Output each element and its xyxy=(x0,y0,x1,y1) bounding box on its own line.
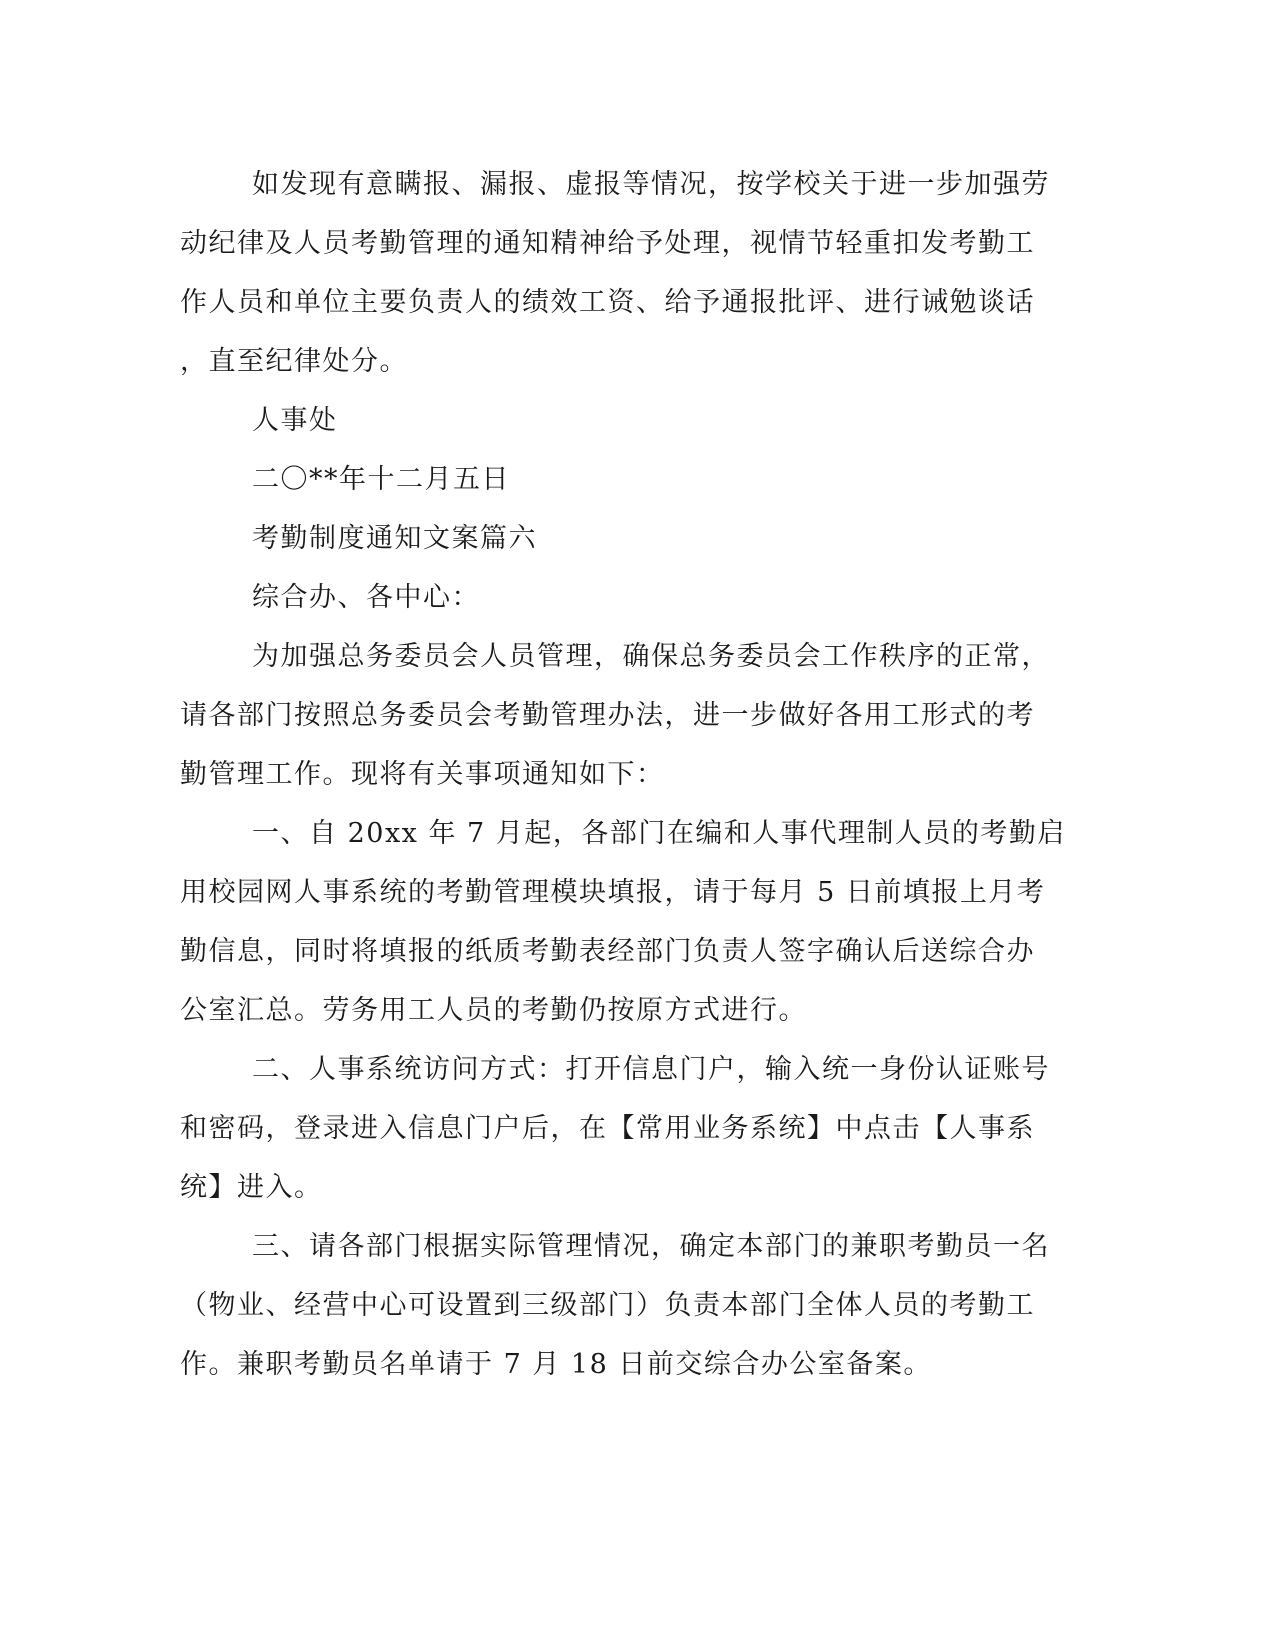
text-line: 如发现有意瞒报、漏报、虚报等情况，按学校关于进一步加强劳 xyxy=(252,169,1050,200)
text-line: （物业、经营中心可设置到三级部门）负责本部门全体人员的考勤工 xyxy=(180,1290,1035,1321)
document-page xyxy=(180,155,1066,1394)
text-line: 二〇**年十二月五日 xyxy=(252,464,510,495)
text-line: 作。兼职考勤员名单请于 7 月 18 日前交综合办公室备案。 xyxy=(180,1349,932,1380)
text-line: 一、自 20xx 年 7 月起，各部门在编和人事代理制人员的考勤启 xyxy=(252,818,1066,849)
text-line: 考勤制度通知文案篇六 xyxy=(252,523,537,554)
text-line: 为加强总务委员会人员管理，确保总务委员会工作秩序的正常， xyxy=(252,641,1050,672)
paragraph-disciplinary-note xyxy=(180,155,1050,391)
paragraph-item-two xyxy=(180,1040,1050,1217)
text-line: 勤管理工作。现将有关事项通知如下： xyxy=(180,759,665,790)
text-line: 三、请各部门根据实际管理情况，确定本部门的兼职考勤员一名 xyxy=(252,1231,1050,1262)
text-line: 公室汇总。劳务用工人员的考勤仍按原方式进行。 xyxy=(180,995,807,1026)
text-line: 和密码，登录进入信息门户后，在【常用业务系统】中点击【人事系 xyxy=(180,1113,1035,1144)
paragraph-item-one xyxy=(180,804,1066,1040)
signature-department xyxy=(180,391,1030,450)
text-line: 人事处 xyxy=(252,405,338,436)
text-line: 勤信息，同时将填报的纸质考勤表经部门负责人签字确认后送综合办 xyxy=(180,936,1035,967)
signature-date xyxy=(180,450,1030,509)
text-line: 动纪律及人员考勤管理的通知精神给予处理，视情节轻重扣发考勤工 xyxy=(180,228,1035,259)
salutation xyxy=(180,568,1030,627)
text-line: ，直至纪律处分。 xyxy=(180,346,408,377)
text-line: 作人员和单位主要负责人的绩效工资、给予通报批评、进行诫勉谈话 xyxy=(180,287,1035,318)
section-title xyxy=(180,509,1030,568)
text-line: 综合办、各中心： xyxy=(252,582,480,613)
text-line: 请各部门按照总务委员会考勤管理办法，进一步做好各用工形式的考 xyxy=(180,700,1035,731)
text-line: 用校园网人事系统的考勤管理模块填报，请于每月 5 日前填报上月考 xyxy=(180,877,1046,908)
text-line: 二、人事系统访问方式：打开信息门户，输入统一身份认证账号 xyxy=(252,1054,1050,1085)
text-line: 统】进入。 xyxy=(180,1172,323,1203)
paragraph-item-three xyxy=(180,1217,1050,1394)
paragraph-intro xyxy=(180,627,1050,804)
